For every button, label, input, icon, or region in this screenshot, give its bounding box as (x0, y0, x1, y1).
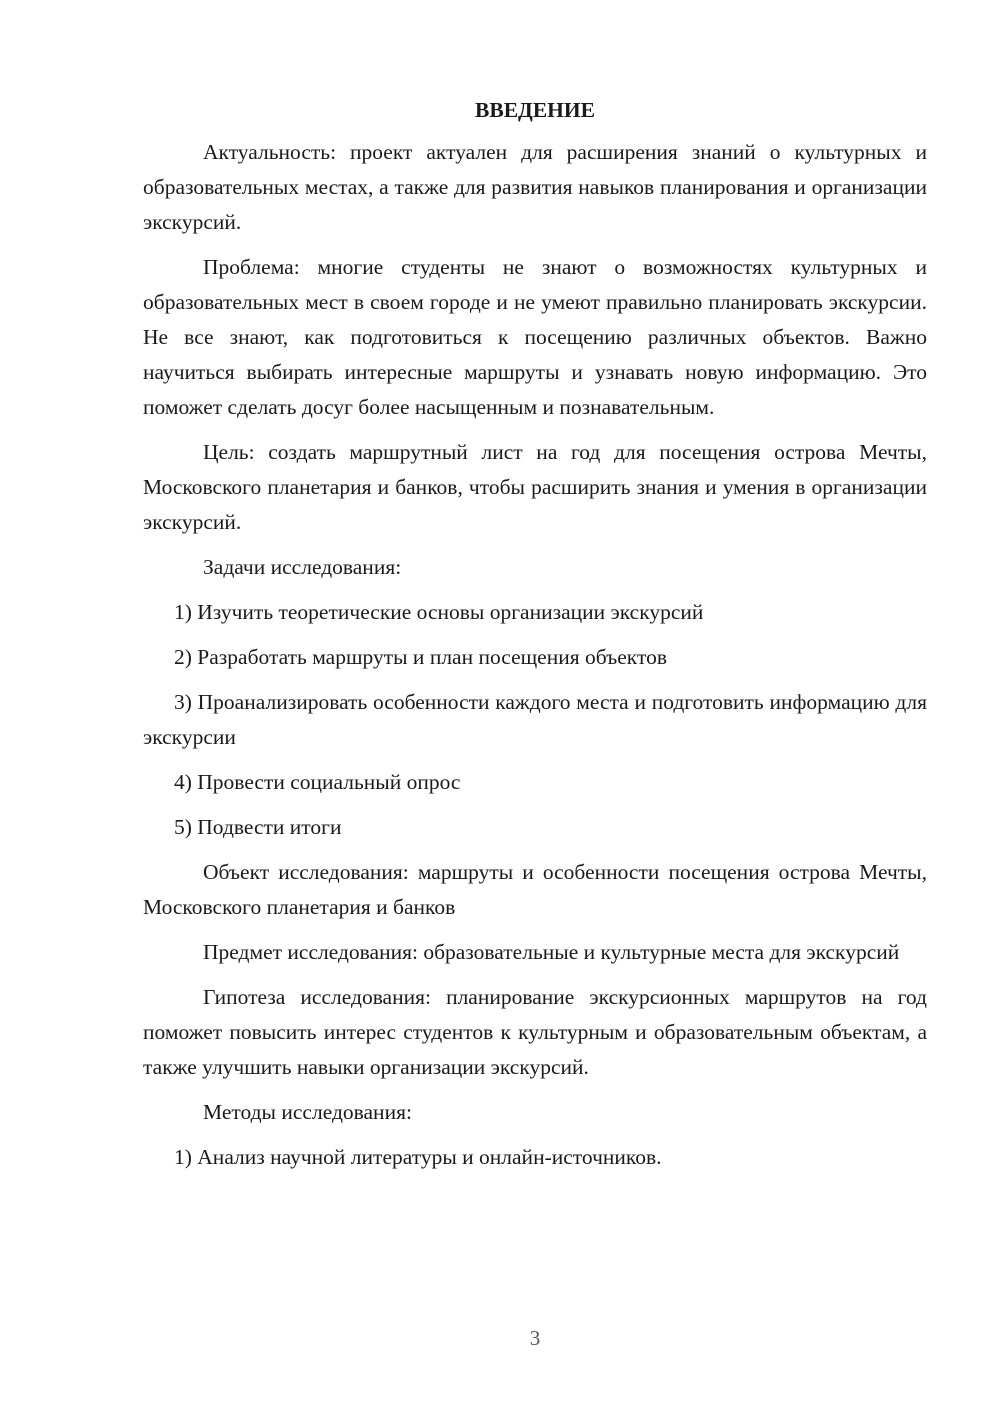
relevance-paragraph: Актуальность: проект актуален для расширения знаний о культурных и образовательных местах, а также для развития навыков планирования и организации экскурсий. (143, 140, 927, 234)
task-item: 5) Подвести итоги (174, 815, 342, 839)
methods-heading: Методы исследования: (203, 1100, 412, 1124)
task-item: 4) Провести социальный опрос (174, 770, 461, 794)
page-number: 3 (529, 1326, 541, 1350)
task-item: 3) Проанализировать особенности каждого места и подготовить информацию для экскурсии (143, 690, 927, 749)
hypothesis-paragraph: Гипотеза исследования: планирование экскурсионных маршрутов на год поможет повысить интерес студентов к культурным и образовательным объектам, а также улучшить навыки организации экскурсий. (143, 985, 927, 1079)
subject-paragraph: Предмет исследования: образовательные и культурные места для экскурсий (203, 940, 900, 964)
method-item: 1) Анализ научной литературы и онлайн-источников. (174, 1145, 662, 1169)
tasks-heading: Задачи исследования: (203, 555, 402, 579)
task-item: 2) Разработать маршруты и план посещения объектов (174, 645, 667, 669)
page-content (143, 93, 927, 1185)
object-paragraph: Объект исследования: маршруты и особенности посещения острова Мечты, Московского планетария и банков (143, 860, 927, 919)
page-title: ВВЕДЕНИЕ (475, 98, 595, 122)
goal-paragraph: Цель: создать маршрутный лист на год для посещения острова Мечты, Московского планетария и банков, чтобы расширить знания и умения в организации экскурсий. (143, 440, 927, 534)
task-item: 1) Изучить теоретические основы организации экскурсий (174, 600, 704, 624)
problem-paragraph: Проблема: многие студенты не знают о возможностях культурных и образовательных мест в своем городе и не умеют правильно планировать экскурсии. Не все знают, как подготовиться к посещению различных объектов. Важно научиться выбирать интересные маршруты и узнавать новую информацию. Это поможет сделать досуг более насыщенным и познавательным. (143, 255, 927, 419)
